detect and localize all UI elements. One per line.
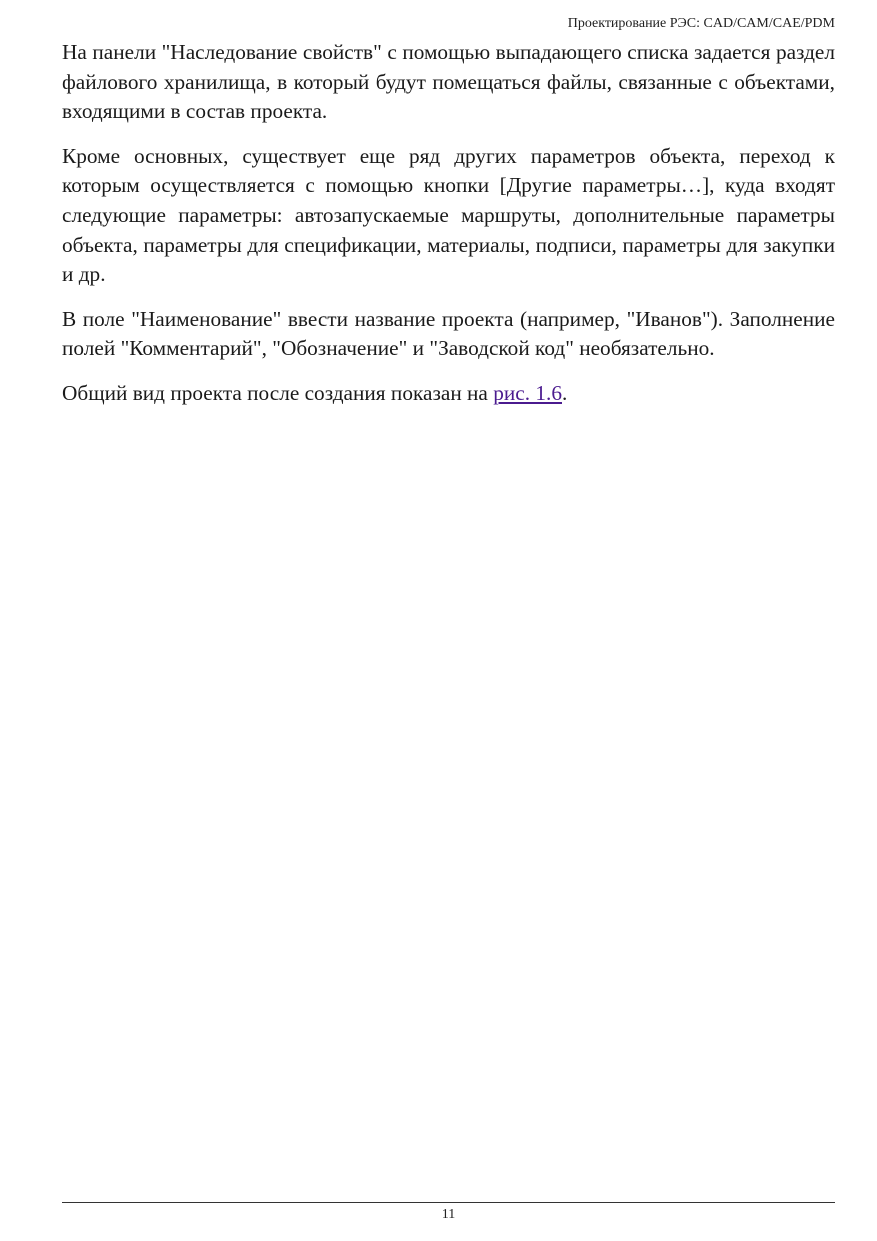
paragraph-name-field: В поле "Наименование" ввести название проекта (например, "Иванов"). Заполнение полей "Комментарий", "Обозначение" и "Заводской код" необязательно. (62, 306, 835, 361)
paragraph-other-parameters: Кроме основных, существует еще ряд других параметров объекта, переход к которым осуществляется с помощью кнопки [Другие параметры…], куда входят следующие параметры: автозапускаемые маршруты, дополнительные параметры объекта, параметры для спецификации, материалы, подписи, параметры для закупки и др. (62, 143, 835, 287)
paragraph-project-view (62, 379, 835, 409)
footer-divider (62, 1202, 835, 1203)
running-header: Проектирование РЭС: CAD/CAM/CAE/PDM (567, 16, 835, 31)
paragraph-inheritance-panel: На панели "Наследование свойств" с помощью выпадающего списка задается раздел файлового хранилища, в который будут помещаться файлы, связанные с объектами, входящими в состав проекта. (62, 40, 835, 124)
page-number: 11 (441, 1207, 456, 1222)
figure-link[interactable]: рис. 1.6 (493, 380, 562, 405)
paragraph-text-after-link: . (562, 380, 568, 405)
document-body (62, 38, 835, 424)
paragraph-text-before-link: Общий вид проекта после создания показан на (62, 380, 494, 405)
